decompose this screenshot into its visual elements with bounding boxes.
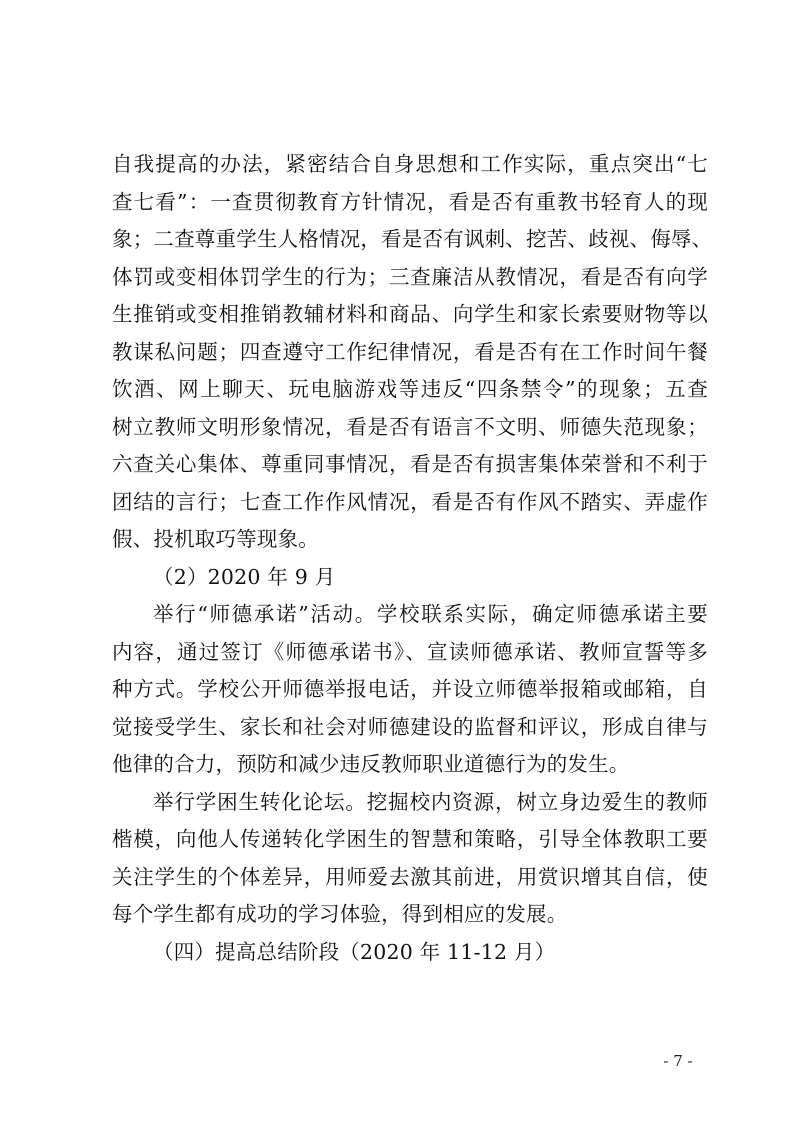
section-heading: （四）提高总结阶段（2020 年 11-12 月） xyxy=(153,939,556,964)
paragraph-line: 团结的言行；七查工作作风情况，看是否有作风不踏实、弄虚作 xyxy=(112,489,708,514)
paragraph-line: 楷模，向他人传递转化学困生的智慧和策略，引导全体教职工要 xyxy=(112,827,708,851)
paragraph-line: 他律的合力，预防和减少违反教师职业道德行为的发生。 xyxy=(112,752,630,776)
paragraph-line: 假、投机取巧等现象。 xyxy=(112,527,319,551)
paragraph-line: 每个学生都有成功的学习体验，得到相应的发展。 xyxy=(112,902,568,926)
paragraph-line: 体罚或变相体罚学生的行为；三查廉洁从教情况，看是否有向学 xyxy=(112,264,708,289)
paragraph-line: 树立教师文明形象情况，看是否有语言不文明、师德失范现象； xyxy=(112,414,708,439)
paragraph-line: 觉接受学生、家长和社会对师德建设的监督和评议，形成自律与 xyxy=(112,714,708,739)
paragraph-line: 关注学生的个体差异，用师爱去激其前进，用赏识增其自信，使 xyxy=(112,864,708,889)
section-heading: （2）2020 年 9 月 xyxy=(153,564,336,589)
paragraph-line: 六查关心集体、尊重同事情况，看是否有损害集体荣誉和不利于 xyxy=(112,452,708,476)
paragraph-line: 教谋私问题；四查遵守工作纪律情况，看是否有在工作时间午餐 xyxy=(112,339,708,364)
paragraph-line: 象；二查尊重学生人格情况，看是否有讽刺、挖苦、歧视、侮辱、 xyxy=(112,227,713,251)
paragraph-line: 饮酒、网上聊天、玩电脑游戏等违反“四条禁令”的现象；五查 xyxy=(112,377,708,401)
page-number: - 7 - xyxy=(663,1052,693,1070)
paragraph-line: 生推销或变相推销教辅材料和商品、向学生和家长索要财物等以 xyxy=(112,302,708,326)
paragraph-line: 举行“师德承诺”活动。学校联系实际，确定师德承诺主要 xyxy=(153,602,708,626)
paragraph-line: 种方式。学校公开师德举报电话，并设立师德举报箱或邮箱，自 xyxy=(112,677,708,701)
paragraph-line: 自我提高的办法，紧密结合自身思想和工作实际，重点突出“七 xyxy=(112,152,708,176)
paragraph-line: 举行学困生转化论坛。挖掘校内资源，树立身边爱生的教师 xyxy=(153,789,708,814)
paragraph-line: 内容，通过签订《师德承诺书》、宣读师德承诺、教师宣誓等多 xyxy=(112,639,708,664)
paragraph-line: 查七看”：一查贯彻教育方针情况，看是否有重教书轻育人的现 xyxy=(112,189,708,214)
document-body xyxy=(112,146,713,971)
